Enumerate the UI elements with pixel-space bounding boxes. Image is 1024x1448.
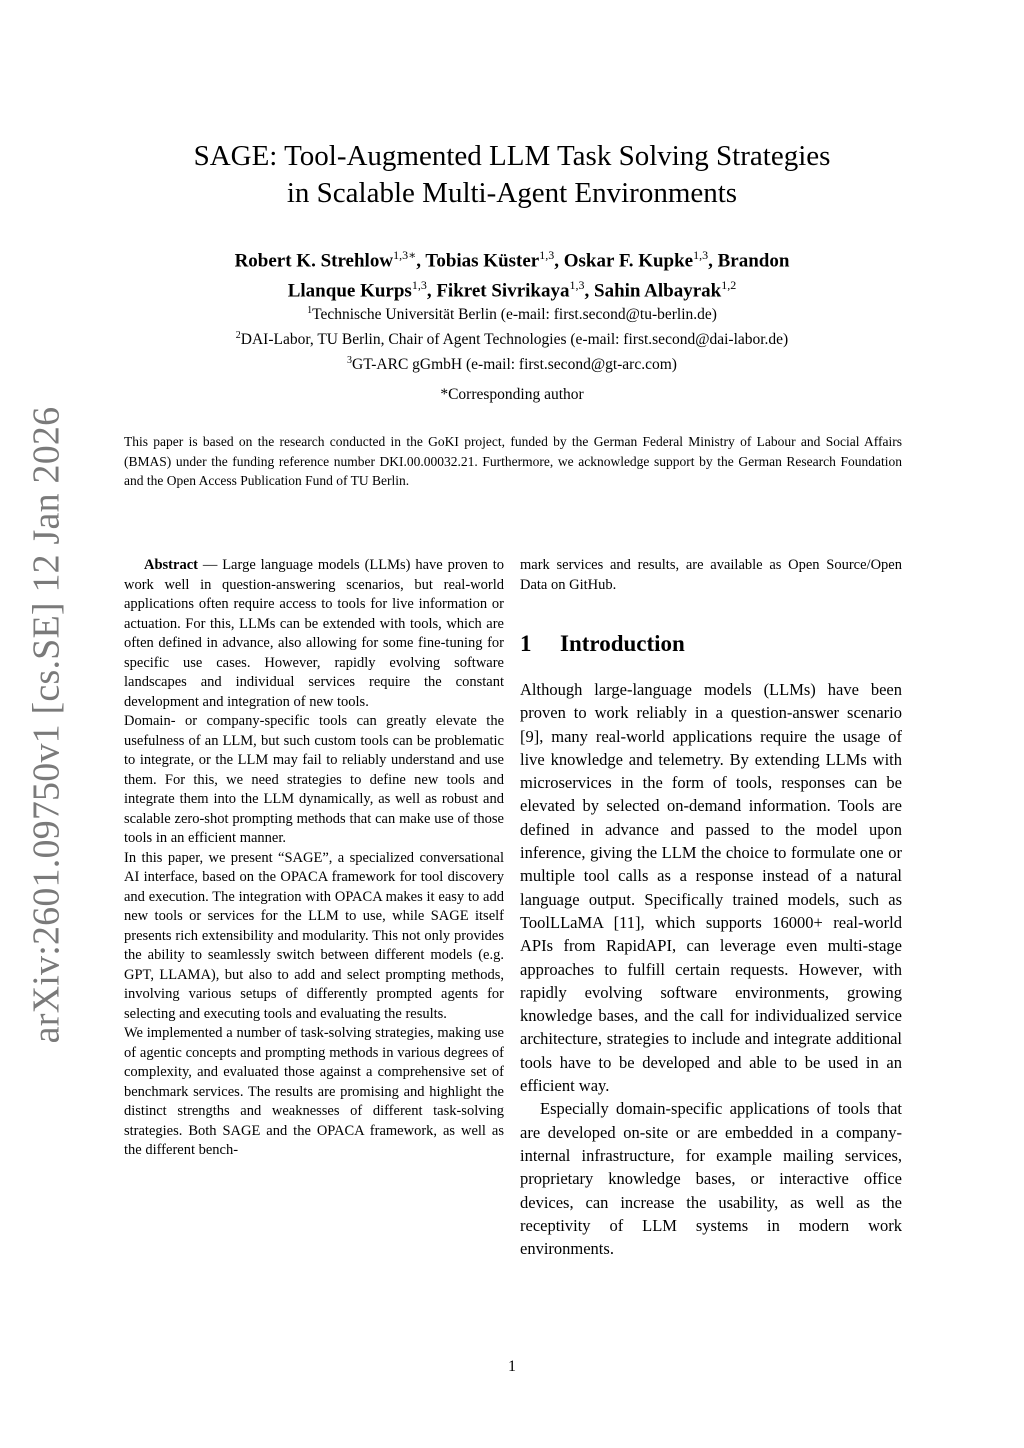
abstract-continuation bbox=[520, 556, 902, 595]
abstract-paragraph-2: Domain- or company-specific tools can greatly elevate the usefulness of an LLM, but such custom tools can be problematic to integrate, or the LLM may fail to reliably understand and use them. For this, we need strategies to define new tools and integrate them into the LLM dynamically, as well as robust and scalable zero-shot prompting methods that can make use of those tools in an efficient manner. bbox=[124, 713, 504, 846]
abstract-paragraph-3: In this paper, we present “SAGE”, a specialized conversational AI interface, based on the OPACA framework for tool discovery and execution. The integration with OPACA makes it easy to add new tools or services for the LLM to use, while SAGE itself presents rich extensibility and modularity. This not only provides the ability to seamlessly switch between different models (e.g. GPT, LLAMA), but also to add and select prompting methods, involving various setups of differently prompted agents for selecting and executing tools and evaluating the results. bbox=[124, 849, 504, 1022]
author-line-2: Llanque Kurps$^{1,3}$, Fikret Sivrikaya$^{1,3}$, Sahin Albayrak$^{1,2}$ bbox=[287, 278, 737, 302]
abstract-continued-text: mark services and results, are available as Open Source/Open Data on GitHub. bbox=[520, 557, 902, 593]
arxiv-stamp bbox=[14, 406, 78, 1044]
page-number: 1 bbox=[508, 1358, 516, 1375]
author-line-1: Robert K. Strehlow$^{1,3∗}$, Tobias Küster$^{1,3}$, Oskar F. Kupke$^{1,3}$, Brandon bbox=[234, 248, 790, 272]
author-affil-sup: 1,3 bbox=[411, 278, 427, 293]
abstract-paragraph-1: Abstract — Large language models (LLMs) have proven to work well in question-answering scenarios, but real-world applications often require access to tools for live information or actuation. For this, LLMs can be extended with tools, which are often defined in advance, also allowing for some fine-tuning for specific use cases. However, rapidly evolving software landscapes and individual services require the constant development and integration of new tools. bbox=[124, 557, 504, 710]
author-name: Tobias Küster bbox=[425, 250, 540, 272]
author-name-part-1: Brandon bbox=[717, 250, 790, 272]
affiliation-3: $^3$GT-ARC gGmbH (e-mail: first.second@gt-arc.com) bbox=[347, 355, 677, 374]
abstract-paragraph-4: We implemented a number of task-solving strategies, making use of agentic concepts and prompting methods in various degrees of complexity, and evaluated those against a comprehensive set of benchmark services. The results are promising and highlight the distinct strengths and weaknesses of different task-solving strategies. Both SAGE and the OPACA framework, as well as the different bench- bbox=[124, 1025, 504, 1158]
introduction-body bbox=[520, 678, 902, 1260]
title-line-2: in Scalable Multi-Agent Environments bbox=[286, 177, 738, 209]
corresponding-author-note: *Corresponding author bbox=[440, 386, 584, 404]
affiliation-1: $^1$Technische Universität Berlin (e-mail: first.second@tu-berlin.de) bbox=[307, 305, 717, 324]
author-name: Robert K. Strehlow bbox=[234, 250, 394, 272]
paper-title bbox=[0, 138, 1024, 212]
intro-paragraph-2: Especially domain-specific applications of tools that are developed on-site or are embedded in a company-internal infrastructure, for example mailing services, proprietary knowledge bases, or interactive office devices, can increase the usability, as well as the receptivity of LLM systems in modern work environments. bbox=[520, 1099, 902, 1259]
author-name: Fikret Sivrikaya bbox=[436, 280, 570, 302]
abstract bbox=[124, 556, 504, 1161]
author-list bbox=[0, 243, 1024, 304]
author-affil-sup: 1,3 bbox=[693, 248, 709, 262]
title-line-1: SAGE: Tool-Augmented LLM Task Solving Strategies bbox=[193, 140, 831, 172]
affiliation-2: $^2$DAI-Labor, TU Berlin, Chair of Agent Technologies (e-mail: first.second@dai-labor.de) bbox=[235, 330, 789, 349]
arxiv-stamp-text: arXiv:2601.09750v1 [cs.SE] 12 Jan 2026 bbox=[25, 406, 67, 1044]
author-affil-sup: 1,2 bbox=[721, 278, 737, 293]
author-affil-sup: 1,3∗ bbox=[393, 248, 417, 262]
section-number: 1 bbox=[520, 631, 532, 656]
funding-note: This paper is based on the research conducted in the GoKI project, funded by the German Federal Ministry of Labour and Social Affairs (BMAS) under the funding reference number DKI.00.00032.21. Furthermore, we acknowledge support by the German Research Foundation and the Open Access Publication Fund of TU Berlin. bbox=[124, 434, 902, 488]
intro-paragraph-1: Although large-language models (LLMs) have been proven to work reliably in a question-answer scenario [9], many real-world applications require the usage of live knowledge and telemetry. By extending LLMs with microservices in the form of tools, responses can be elevated by selected on-demand information. Tools are defined in advance and passed to the model upon inference, giving the LLM the choice to formulate one or multiple tool calls as a response instead of a natural language output. Specifically trained models, such as ToolLLaMA [11], which supports 16000+ real-world APIs from RapidAPI, can leverage even multi-stage approaches to fulfill certain requests. However, with rapidly evolving software environments, growing knowledge bases, and the call for individualized service architecture, strategies to include and integrate additional tools have to be developed and able to be used in an efficient way. bbox=[520, 680, 902, 1096]
affiliations bbox=[0, 300, 1024, 405]
section-heading-introduction bbox=[520, 630, 902, 658]
author-affil-sup: 1,3 bbox=[569, 278, 585, 293]
author-name: Sahin Albayrak bbox=[594, 280, 722, 302]
author-affil-sup: 1,3 bbox=[539, 248, 555, 262]
abstract-label: Abstract bbox=[144, 557, 198, 573]
author-name-part-2: Llanque Kurps bbox=[287, 280, 412, 302]
section-title: Introduction bbox=[560, 631, 685, 656]
author-name: Oskar F. Kupke bbox=[563, 250, 694, 272]
